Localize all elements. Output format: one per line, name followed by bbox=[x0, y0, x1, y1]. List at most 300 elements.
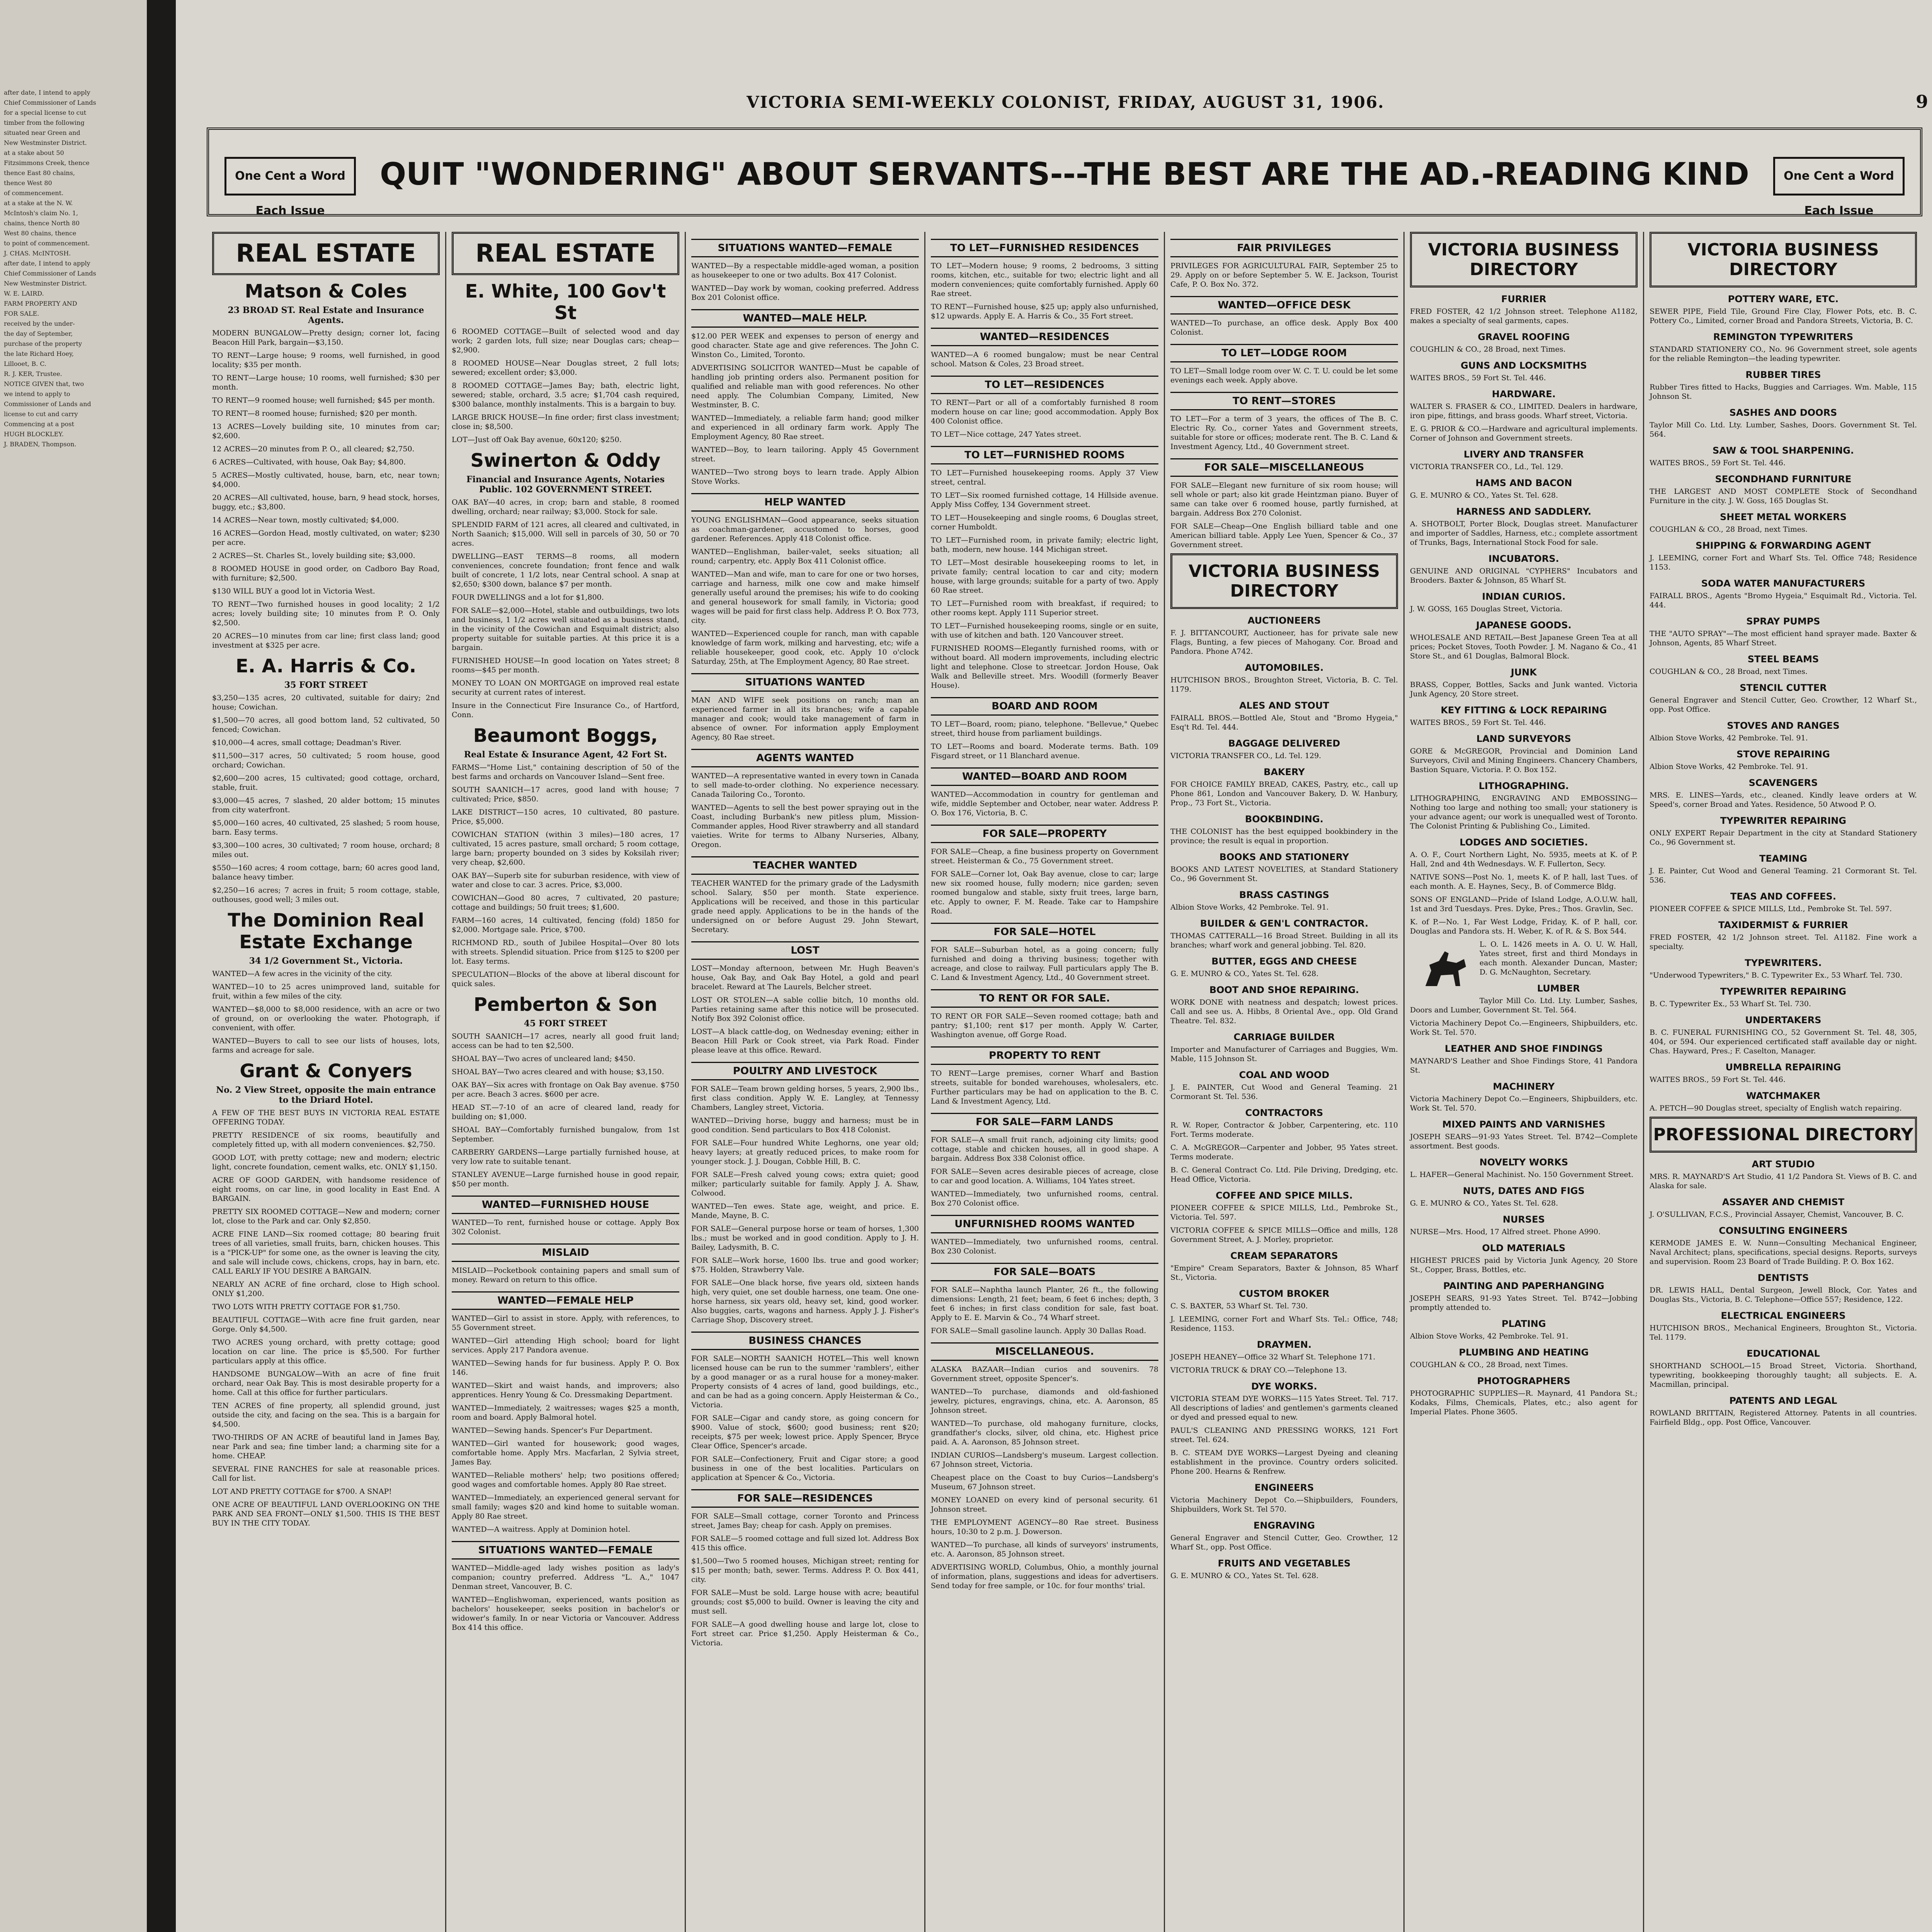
directory-category: ELECTRICAL ENGINEERS bbox=[1721, 1310, 1846, 1321]
directory-category: LODGES AND SOCIETIES. bbox=[1459, 837, 1588, 848]
classified-ad: FOR SALE—Seven acres desirable pieces of acreage, close to car and good location. A. Williams, 104 Yates street. bbox=[931, 1167, 1158, 1185]
classified-ad: OAK BAY—40 acres, in crop; barn and stable, 8 roomed dwelling, orchard; near railway; $3,000. Stock for sale. bbox=[452, 498, 679, 516]
classified-ad: 8 ROOMED HOUSE in good order, on Cadboro Bay Road, with furniture; $2,500. bbox=[212, 565, 440, 582]
directory-category: GUNS AND LOCKSMITHS bbox=[1461, 360, 1587, 371]
directory-category: UNDERTAKERS bbox=[1745, 1015, 1821, 1026]
gutter-line: FARM PROPERTY AND bbox=[4, 300, 77, 307]
directory-category: CUSTOM BROKER bbox=[1239, 1288, 1330, 1299]
gutter-line: New Westminster District. bbox=[4, 280, 87, 287]
column-business-directory-2 bbox=[1405, 232, 1644, 1932]
classified-ad: THE "AUTO SPRAY"—The most efficient hand sprayer made. Baxter & Johnson, Agents, 85 Wharf Street. bbox=[1650, 629, 1917, 647]
gutter-line: received by the under- bbox=[4, 320, 75, 327]
gutter-line: thence West 80 bbox=[4, 179, 52, 187]
classified-ad: FOR SALE—One black horse, five years old, sixteen hands high, very quiet, one set double harness, one team. One one-horse harness, six years old, heavy set, kind, good worker. Also buggies, carts, wagons and harness. Apply J. J. Fisher's Carriage Shop, Discovery street. bbox=[691, 1279, 919, 1324]
classified-ad: WANTED—Immediately, a reliable farm hand; good milker and experienced in all ordinary farm work. Apply The Employment Agency, 80 Rae street. bbox=[691, 414, 919, 441]
classified-ad: COWICHAN STATION (within 3 miles)—180 acres, 17 cultivated, 15 acres pasture, small orchard; 5 room cottage, large barn; property bounded on 3 sides by Koksilah river; very cheap, $2,600. bbox=[452, 830, 679, 867]
directory-category: COFFEE AND SPICE MILLS. bbox=[1216, 1190, 1353, 1201]
advertiser-address: 45 FORT STREET bbox=[524, 1019, 607, 1029]
section-heading: HELP WANTED bbox=[691, 493, 919, 512]
directory-category: BOOT AND SHOE REPAIRING. bbox=[1209, 985, 1359, 995]
section-heading: LOST bbox=[691, 941, 919, 960]
binding-spine bbox=[147, 0, 176, 1932]
classified-ad: THOMAS CATTERALL—16 Broad Street. Building in all its branches; wharf work and general jobbing. Tel. 820. bbox=[1170, 932, 1398, 949]
section-heading: SITUATIONS WANTED bbox=[691, 673, 919, 692]
classified-ad: ROWLAND BRITTAIN, Registered Attorney. Patents in all countries. Fairfield Bldg., opp. Post Office, Vancouver. bbox=[1650, 1409, 1917, 1427]
classified-ad: WANTED—To rent, furnished house or cottage. Apply Box 302 Colonist. bbox=[452, 1218, 679, 1236]
directory-category: ALES AND STOUT bbox=[1239, 700, 1329, 711]
classified-ad: Albion Stove Works, 42 Pembroke. Tel. 91. bbox=[1170, 903, 1329, 912]
classified-ad: L. O. L. 1426 meets in A. O. U. W. Hall, Yates street, first and third Mondays in each month. Alexander Duncan, Master; D. G. McNaughton, Secretary. bbox=[1480, 940, 1638, 976]
classified-ad: TO LET—Furnished housekeeping rooms, single or en suite, with use of kitchen and bath. 120 Vancouver street. bbox=[931, 622, 1158, 639]
classified-ad: WANTED—Englishman, bailer-valet, seeks situation; all round; carpentry, etc. Apply Box 411 Colonist office. bbox=[691, 548, 919, 565]
running-head: VICTORIA SEMI-WEEKLY COLONIST, FRIDAY, AUGUST 31, 1906. bbox=[747, 93, 1384, 112]
classified-ad: WANTED—Girl attending High school; board for light services. Apply 217 Pandora avenue. bbox=[452, 1337, 679, 1354]
classified-ad: WANTED—To purchase, all kinds of surveyors' instruments, etc. A. Aaronson, 85 Johnson street. bbox=[931, 1541, 1158, 1558]
gutter-line: FOR SALE. bbox=[4, 310, 39, 317]
gutter-line: Chief Commissioner of Lands bbox=[4, 270, 96, 277]
classified-ad: L. HAFER—General Machinist. No. 150 Government Street. bbox=[1410, 1170, 1634, 1179]
directory-category: SODA WATER MANUFACTURERS bbox=[1701, 578, 1866, 589]
gutter-line: the day of September, bbox=[4, 330, 73, 337]
directory-category: JUNK bbox=[1510, 667, 1537, 678]
directory-category: SPRAY PUMPS bbox=[1746, 616, 1820, 627]
previous-page-gutter bbox=[0, 0, 176, 1932]
classified-ad: TO RENT—9 roomed house; well furnished; $45 per month. bbox=[212, 396, 435, 405]
classified-ad: FOR CHOICE FAMILY BREAD, CAKES, Pastry, etc., call up Phone 861, London and Vancouver Bakery, D. W. Hanbury, Prop., 73 Fort St., Victoria. bbox=[1170, 780, 1398, 807]
directory-category: CONTRACTORS bbox=[1245, 1107, 1323, 1118]
classified-ad: WALTER S. FRASER & CO., LIMITED. Dealers in hardware, iron pipe, fittings, and brass goods. Wharf street, Victoria. bbox=[1410, 402, 1638, 420]
classified-ad: C. S. BAXTER, 53 Wharf St. Tel. 730. bbox=[1170, 1302, 1308, 1310]
classified-ad: ADVERTISING WORLD, Columbus, Ohio, a monthly journal of information, plans, suggestions and ideas for advertisers. Send today for free sample, or 10c. for four months' trial. bbox=[931, 1563, 1158, 1590]
section-heading: MISLAID bbox=[452, 1243, 679, 1262]
classified-ad: 5 ACRES—Mostly cultivated, house, barn, etc, near town; $4,000. bbox=[212, 471, 440, 489]
classified-ad: $2,600—200 acres, 15 cultivated; good cottage, orchard, stable, fruit. bbox=[212, 774, 440, 792]
classified-ad: STANDARD STATIONERY CO., No. 96 Government street, sole agents for the reliable Remington—the leading typewriter. bbox=[1650, 345, 1917, 363]
directory-category: HAMS AND BACON bbox=[1475, 478, 1572, 488]
classified-ad: WANTED—Ten ewes. State age, weight, and price. E. Mande, Mayne, B. C. bbox=[691, 1202, 919, 1220]
classified-ad: Insure in the Connecticut Fire Insurance Co., of Hartford, Conn. bbox=[452, 701, 679, 719]
classified-ad: FOR SALE—Cheap—One English billiard table and one American billiard table. Apply Lee Yuen, Spencer & Co., 37 Government street. bbox=[1170, 522, 1398, 549]
gutter-line: after date, I intend to apply bbox=[4, 89, 90, 96]
classified-ad: $10,000—4 acres, small cottage; Deadman's River. bbox=[212, 738, 401, 747]
classified-ad: ADVERTISING SOLICITOR WANTED—Must be capable of handling job printing orders also. Permanent position for qualified and reliable man with good references. No other need apply. The Columbian Company, Limited, New Westminster, B. C. bbox=[691, 364, 919, 409]
classified-ad: VICTORIA COFFEE & SPICE MILLS—Office and mills, 128 Government Street, A. J. Morley, proprietor. bbox=[1170, 1226, 1398, 1244]
directory-category: LITHOGRAPHING. bbox=[1478, 781, 1569, 791]
section-heading: BOARD AND ROOM bbox=[931, 697, 1158, 716]
classified-ad: $11,500—317 acres, 50 cultivated; 5 room house, good orchard; Cowichan. bbox=[212, 752, 440, 769]
classified-ad: J. LEEMING, corner Fort and Wharf Sts. Tel. Office 748; Residence 1153. bbox=[1650, 554, 1917, 571]
business-directory-title: VICTORIA BUSINESS DIRECTORY bbox=[1170, 553, 1398, 609]
classified-ad: WANTED—Middle-aged lady wishes position as lady's companion; country preferred. Address "L. A.," 1047 Denman street, Vancouver, B. C. bbox=[452, 1564, 679, 1591]
classified-ad: General Engraver and Stencil Cutter, Geo. Crowther, 12 Wharf St., opp. Post Office. bbox=[1650, 696, 1917, 714]
gutter-line: to point of commencement. bbox=[4, 240, 90, 247]
classified-ad: $1,500—70 acres, all good bottom land, 52 cultivated, 50 fenced; Cowichan. bbox=[212, 716, 440, 734]
directory-category: COAL AND WOOD bbox=[1239, 1070, 1330, 1080]
classified-ad: FAIRALL BROS.—Bottled Ale, Stout and "Bromo Hygeia," Esq't Rd. Tel. 444. bbox=[1170, 714, 1398, 731]
classified-banner bbox=[207, 128, 1922, 216]
directory-category: NOVELTY WORKS bbox=[1479, 1157, 1568, 1168]
classified-ad: DR. LEWIS HALL, Dental Surgeon, Jewell Block, Cor. Yates and Douglas Sts., Victoria, B. C. Telephone—Office 557; Residence, 122. bbox=[1650, 1286, 1917, 1304]
classified-ad: BOOKS AND LATEST NOVELTIES, at Standard Stationery Co., 96 Government St. bbox=[1170, 865, 1398, 883]
directory-category: PLATING bbox=[1502, 1318, 1546, 1329]
directory-category: GRAVEL ROOFING bbox=[1478, 332, 1570, 342]
classified-ad: R. W. Roper, Contractor & Jobber, Carpentering, etc. 110 Fort. Terms moderate. bbox=[1170, 1121, 1398, 1139]
classified-ad: PRETTY RESIDENCE of six rooms, beautifully and completely fitted up, with all modern conveniences. $2,750. bbox=[212, 1131, 440, 1149]
classified-ad: FOR SALE—A small fruit ranch, adjoining city limits; good cottage, stable and chicken houses, all in good shape. A bargain. Address Box 338 Colonist office. bbox=[931, 1136, 1158, 1163]
classified-ad: FOR SALE—Four hundred White Leghorns, one year old; heavy layers; at greatly reduced prices, to make room for younger stock. J. J. Dougan, Cobble Hill, B. C. bbox=[691, 1139, 919, 1166]
classified-ad: ACRE OF GOOD GARDEN, with handsome residence of eight rooms, on car line, in good locality in East End. A BARGAIN. bbox=[212, 1176, 440, 1203]
classified-ad: HIGHEST PRICES paid by Victoria Junk Agency, 20 Store St., Copper, Brass, Bottles, etc. bbox=[1410, 1256, 1638, 1274]
gutter-line: for a special license to cut bbox=[4, 109, 87, 116]
advertiser-address: 35 FORT STREET bbox=[284, 680, 368, 690]
gutter-line: Fitzsimmons Creek, thence bbox=[4, 159, 90, 167]
classified-ad: OAK BAY—Superb site for suburban residence, with view of water and close to car. 3 acres. Price, $3,000. bbox=[452, 871, 679, 889]
classified-ad: VICTORIA TRANSFER CO., Ld., Tel. 129. bbox=[1410, 463, 1563, 471]
classified-ad: MONEY TO LOAN ON MORTGAGE on improved real estate security at current rates of interest. bbox=[452, 679, 679, 697]
classified-ad: TO LET—Furnished housekeeping rooms. Apply 37 View street, central. bbox=[931, 469, 1158, 486]
classified-ad: WANTED—To purchase, diamonds and old-fashioned jewelry, pictures, engravings, china, etc. A. Aaronson, 85 Johnson street. bbox=[931, 1388, 1158, 1415]
classified-ad: WANTED—Accommodation in country for gentleman and wife, middle September and October, near water. Address P. O. Box 176, Victoria, B. C. bbox=[931, 790, 1158, 817]
directory-category: LIVERY AND TRANSFER bbox=[1463, 449, 1584, 460]
gutter-line: New Westminster District. bbox=[4, 139, 87, 146]
classified-ad: Cheapest place on the Coast to buy Curios—Landsberg's Museum, 67 Johnson street. bbox=[931, 1473, 1158, 1491]
classified-ad: WANTED—Buyers to call to see our lists of houses, lots, farms and acreage for sale. bbox=[212, 1037, 440, 1054]
section-heading: BUSINESS CHANCES bbox=[691, 1332, 919, 1350]
classified-ad: TO LET—Furnished room with breakfast, if required; to other rooms kept. Apply 111 Superior street. bbox=[931, 599, 1158, 617]
classified-ad: COUGHLAN & CO., 28 Broad, next Times. bbox=[1650, 525, 1808, 534]
business-directory-title: VICTORIA BUSINESS DIRECTORY bbox=[1410, 232, 1638, 287]
classified-ad: TWO-THIRDS OF AN ACRE of beautiful land in James Bay, near Park and sea; fine timber land; a charming site for a home. CHEAP. bbox=[212, 1433, 440, 1460]
classified-ad: B. C. Typewriter Ex., 53 Wharf St. Tel. 730. bbox=[1650, 1000, 1811, 1008]
classified-ad: A. O. F., Court Northern Light, No. 5935, meets at K. of P. Hall, 2nd and 4th Wednesdays. W. F. Fullerton, Secy. bbox=[1410, 850, 1638, 868]
classified-ad: $1,500—Two 5 roomed houses, Michigan street; renting for $15 per month; bath, sewer. Terms. Address P. O. Box 441, city. bbox=[691, 1557, 919, 1584]
section-heading: TO LET—FURNISHED ROOMS bbox=[931, 446, 1158, 464]
directory-category: SAW & TOOL SHARPENING. bbox=[1712, 445, 1854, 456]
classified-ad: GORE & McGREGOR, Provincial and Dominion Land Surveyors, Civil and Mining Engineers. Chancery Chambers, Bastion Square, Victoria. P. O. Box 152. bbox=[1410, 747, 1638, 774]
directory-category: PATENTS AND LEGAL bbox=[1729, 1395, 1837, 1406]
classified-ad: SPECULATION—Blocks of the above at liberal discount for quick sales. bbox=[452, 970, 679, 988]
classified-ad: FOR SALE—$2,000—Hotel, stable and outbuildings, two lots and business, 1 1/2 acres well situated as a business stand, in the vicinity of the Cowichan and Esquimalt district; also property suitable for suitable parties. At this price it is a bargain. bbox=[452, 606, 679, 652]
directory-category: LAND SURVEYORS bbox=[1476, 733, 1571, 744]
classified-ad: DWELLING—EAST TERMS—8 rooms, all modern conveniences, concrete foundation; front fence and walk built of concrete, 1 1/2 lots, near Central school. A snap at $2,650; $300 down, balance $7 per month. bbox=[452, 552, 679, 588]
classified-ad: Rubber Tires fitted to Hacks, Buggies and Carriages. Wm. Mable, 115 Johnson St. bbox=[1650, 383, 1917, 401]
directory-category: INDIAN CURIOS. bbox=[1482, 591, 1566, 602]
classified-ad: MRS. E. LINES—Yards, etc., cleaned. Kindly leave orders at W. Speed's, corner Broad and Yates. Residence, 50 Atwood P. O. bbox=[1650, 791, 1917, 809]
directory-category: NUTS, DATES AND FIGS bbox=[1463, 1185, 1585, 1196]
classified-ad: SPLENDID FARM of 121 acres, all cleared and cultivated, in North Saanich; $15,000. Will sell in parcels of 30, 50 or 70 acres. bbox=[452, 520, 679, 548]
classified-ad: GENUINE AND ORIGINAL "CYPHERS" Incubators and Brooders. Baxter & Johnson, 85 Wharf St. bbox=[1410, 567, 1638, 585]
section-heading: FAIR PRIVILEGES bbox=[1170, 239, 1398, 257]
classified-ad: A FEW OF THE BEST BUYS IN VICTORIA REAL ESTATE OFFERING TODAY. bbox=[212, 1109, 440, 1126]
classified-ad: WANTED—To purchase, old mahogany furniture, clocks, grandfather's clocks, silver, old china, etc. Highest price paid. A. A. Aaronson, 85 Johnson street. bbox=[931, 1419, 1158, 1446]
section-heading: FOR SALE—FARM LANDS bbox=[931, 1113, 1158, 1131]
column-help-wanted bbox=[686, 232, 925, 1932]
directory-category: TEAMING bbox=[1759, 853, 1807, 864]
classified-ad: WANTED—Sewing hands. Spencer's Fur Department. bbox=[452, 1426, 653, 1435]
classified-ad: Victoria Machinery Depot Co.—Shipbuilders, Founders, Shipbuilders, Work St. Tel 570. bbox=[1170, 1496, 1398, 1514]
section-heading: WANTED—FEMALE HELP bbox=[452, 1291, 679, 1310]
classified-ad: "Empire" Cream Separators, Baxter & Johnson, 85 Wharf St., Victoria. bbox=[1170, 1264, 1398, 1282]
classified-ad: JOSEPH HEANEY—Office 32 Wharf St. Telephone 171. bbox=[1170, 1353, 1376, 1361]
section-heading: FOR SALE—PROPERTY bbox=[931, 825, 1158, 843]
classified-ad: FOR SALE—Small cottage, corner Toronto and Princess street, James Bay; cheap for cash. Apply on premises. bbox=[691, 1512, 919, 1530]
classified-ad: WANTED—Agents to sell the best power spraying out in the Coast, including Burbank's new pitless plum, Mission-Commander apples, Hood River strawberry and all standard vaieties. Write for terms to Albany Nurseries, Albany, Oregon. bbox=[691, 803, 919, 849]
column-business-directory-1 bbox=[1165, 232, 1405, 1932]
classified-ad: PIONEER COFFEE & SPICE MILLS, Ltd., Pembroke St. Tel. 597. bbox=[1650, 905, 1892, 913]
gutter-line: of commencement. bbox=[4, 189, 64, 197]
directory-category: DRAYMEN. bbox=[1257, 1339, 1312, 1350]
classified-ad: LOST—A black cattle-dog, on Wednesday evening; either in Beacon Hill Park or Cook street, via Park Road. Finder please leave at this office. Reward. bbox=[691, 1027, 919, 1054]
directory-category: BRASS CASTINGS bbox=[1239, 889, 1330, 900]
classified-ad: TO LET—Furnished room, in private family; electric light, bath, modern, new house. 144 Michigan street. bbox=[931, 536, 1158, 554]
classified-ad: FOR SALE—Team brown gelding horses, 5 years, 2,900 lbs., first class condition. Apply W. E. Langley, at Tennessy Chambers, Langley street, Victoria. bbox=[691, 1085, 919, 1112]
classified-ad: GOOD LOT, with pretty cottage; new and modern; electric light, concrete foundation, cement walks, etc. ONLY $1,150. bbox=[212, 1153, 440, 1171]
classified-ad: G. E. MUNRO & CO., Yates St. Tel. 628. bbox=[1410, 1199, 1558, 1208]
classified-ad: TWO LOTS WITH PRETTY COTTAGE FOR $1,750. bbox=[212, 1303, 400, 1311]
section-heading: TO RENT—STORES bbox=[1170, 392, 1398, 410]
classified-ad: PAUL'S CLEANING AND PRESSING WORKS, 121 Fort street. Tel. 624. bbox=[1170, 1426, 1398, 1444]
directory-category: FURRIER bbox=[1501, 294, 1546, 304]
classified-ad: VICTORIA TRANSFER CO., Ld. Tel. 129. bbox=[1170, 752, 1321, 760]
advertiser-name: E. A. Harris & Co. bbox=[235, 655, 417, 677]
classified-ad: MISLAID—Pocketbook containing papers and small sum of money. Reward on return to this office. bbox=[452, 1266, 679, 1284]
classified-ad: FOR SALE—A good dwelling house and large lot, close to Fort street car. Price $1,250. Apply Heisterman & Co., Victoria. bbox=[691, 1620, 919, 1647]
classified-ad: ALASKA BAZAAR—Indian curios and souvenirs. 78 Government street, opposite Spencer's. bbox=[931, 1365, 1158, 1383]
classified-ad: J. LEEMING, corner Fort and Wharf Sts. Tel.: Office, 748; Residence, 1153. bbox=[1170, 1315, 1398, 1333]
directory-category: TYPEWRITERS. bbox=[1745, 957, 1822, 968]
directory-category: STEEL BEAMS bbox=[1747, 654, 1819, 665]
classified-ad: SHOAL BAY—Comfortably furnished bungalow, from 1st September. bbox=[452, 1126, 679, 1143]
classified-ad: TO LET—Board, room; piano, telephone. "Bellevue," Quebec street, third house from parliament buildings. bbox=[931, 720, 1158, 738]
classified-ad: G. E. MUNRO & CO., Yates St. Tel. 628. bbox=[1170, 1571, 1319, 1580]
directory-category: PAINTING AND PAPERHANGING bbox=[1443, 1281, 1604, 1291]
business-directory-title: VICTORIA BUSINESS DIRECTORY bbox=[1650, 232, 1917, 287]
classified-ad: $5,000—160 acres, 40 cultivated, 25 slashed; 5 room house, barn. Easy terms. bbox=[212, 819, 440, 837]
classified-ad: WANTED—Sewing hands for fur business. Apply P. O. Box 146. bbox=[452, 1359, 679, 1377]
classified-ad: HANDSOME BUNGALOW—With an acre of fine fruit orchard, near Oak Bay. This is most desirable property for a home. Call at this office for further particulars. bbox=[212, 1370, 440, 1397]
classified-ad: TO RENT—Large house; 10 rooms, well furnished; $30 per month. bbox=[212, 374, 440, 391]
classified-ad: $12.00 PER WEEK and expenses to person of energy and good character. State age and give references. The John C. Winston Co., Limited, Toronto. bbox=[691, 332, 919, 359]
gutter-line: J. BRADEN, Thompson. bbox=[4, 440, 77, 448]
classified-ad: TO LET—Small lodge room over W. C. T. U. could be let some evenings each week. Apply above. bbox=[1170, 367, 1398, 384]
directory-category: INCUBATORS. bbox=[1488, 553, 1559, 564]
directory-category: BAKERY bbox=[1264, 767, 1305, 777]
classified-ad: WANTED—Girl wanted for housework; good wages, comfortable home. Apply Mrs. Macfarlan, 2 Sylvia street, James Bay. bbox=[452, 1439, 679, 1466]
directory-category: PHOTOGRAPHERS bbox=[1477, 1376, 1571, 1386]
classified-ad: WANTED—Girl to assist in store. Apply, with references, to 55 Government street. bbox=[452, 1314, 679, 1332]
directory-category: BOOKBINDING. bbox=[1245, 814, 1323, 825]
classified-ad: WAITES BROS., 59 Fort St. Tel. 446. bbox=[1650, 1075, 1786, 1084]
classified-ad: PHOTOGRAPHIC SUPPLIES—R. Maynard, 41 Pandora St.; Kodaks, Films, Chemicals, Plates, etc.; also agent for Imperial Plates. Phone 3605. bbox=[1410, 1389, 1638, 1416]
classified-ad: WANTED—Experienced couple for ranch, man with capable knowledge of farm work, milking and harvesting, etc; wife a reliable housekeeper, good cook, etc. Apply 10 o'clock Saturday, 25th, at The Employment Agency, 80 Rae street. bbox=[691, 629, 919, 666]
directory-category: HARNESS AND SADDLERY. bbox=[1456, 506, 1592, 517]
advertiser-name: Swinerton & Oddy bbox=[470, 450, 661, 471]
classified-ad: Albion Stove Works, 42 Pembroke. Tel. 91. bbox=[1650, 762, 1808, 771]
directory-category: PLUMBING AND HEATING bbox=[1459, 1347, 1589, 1358]
classified-ad: TO RENT—Furnished house, $25 up; apply also unfurnished, $12 upwards. Apply E. A. Harris & Co., 35 Fort street. bbox=[931, 303, 1158, 320]
banner-headline: QUIT "WONDERING" ABOUT SERVANTS---THE BEST ARE THE AD.-READING KIND bbox=[380, 156, 1749, 192]
directory-category: SHIPPING & FORWARDING AGENT bbox=[1696, 540, 1871, 551]
section-heading: WANTED—BOARD AND ROOM bbox=[931, 767, 1158, 786]
classified-ad: PRIVILEGES FOR AGRICULTURAL FAIR, September 25 to 29. Apply on or before September 5. W. E. Jackson, Tourist Cafe, P. O. Box No. 372. bbox=[1170, 262, 1398, 289]
classified-ad: TO LET—Rooms and board. Moderate terms. Bath. 109 Fisgard street, or 11 Blanchard avenue. bbox=[931, 742, 1158, 760]
classified-ad: LOST OR STOLEN—A sable collie bitch, 10 months old. Parties retaining same after this notice will be prosecuted. Notify Box 392 Colonist office. bbox=[691, 996, 919, 1023]
classified-ad: CARBERRY GARDENS—Large partially furnished house, at very low rate to suitable tenant. bbox=[452, 1148, 679, 1166]
classified-ad: A. PETCH—90 Douglas street, specialty of English watch repairing. bbox=[1650, 1104, 1902, 1112]
classified-ad: WANTED—10 to 25 acres unimproved land, suitable for fruit, within a few miles of the city. bbox=[212, 983, 440, 1000]
rate-badge-left: One Cent a Word Each Issue bbox=[224, 157, 356, 196]
directory-category: MIXED PAINTS AND VARNISHES bbox=[1442, 1119, 1605, 1130]
gutter-line: R. J. KER, Trustee. bbox=[4, 370, 62, 378]
gutter-line: at a stake about 50 bbox=[4, 149, 64, 156]
classified-ad: WANTED—Two strong boys to learn trade. Apply Albion Stove Works. bbox=[691, 468, 919, 486]
classified-ad: FAIRALL BROS., Agents "Bromo Hygeia," Esquimalt Rd., Victoria. Tel. 444. bbox=[1650, 592, 1917, 609]
classified-ad: ONLY EXPERT Repair Department in the city at Standard Stationery Co., 96 Government st. bbox=[1650, 829, 1917, 847]
classified-ad: FURNISHED ROOMS—Elegantly furnished rooms, with or without board. All modern improvements, including electric light and telephone. Close to streetcar. Jordon House, Oak Walk and Belleville street. Mrs. Woodill (formerly Beaver House). bbox=[931, 644, 1158, 690]
classified-ad: 13 ACRES—Lovely building site, 10 minutes from car; $2,600. bbox=[212, 422, 440, 440]
classified-ad: MRS. R. MAYNARD'S Art Studio, 41 1/2 Pandora St. Views of B. C. and Alaska for sale. bbox=[1650, 1172, 1917, 1190]
section-heading: TO RENT OR FOR SALE. bbox=[931, 989, 1158, 1008]
advertiser-address: 23 BROAD ST. Real Estate and Insurance Agents. bbox=[228, 305, 424, 325]
directory-category: SCAVENGERS bbox=[1748, 777, 1818, 788]
classified-ad: FOR SALE—Cigar and candy store, as going concern for $900. Value of stock, $600; good business; rent $20; receipts, $75 per week; lowest price. Apply Spencer, Bryce Clear Office, Spencer's arcade. bbox=[691, 1414, 919, 1450]
classified-ad: WAITES BROS., 59 Fort St. Tel. 446. bbox=[1410, 718, 1546, 727]
classified-ad: Albion Stove Works, 42 Pembroke. Tel. 91. bbox=[1650, 734, 1808, 742]
advertiser-name: Pemberton & Son bbox=[473, 994, 658, 1015]
classified-ad: TWO ACRES young orchard, with pretty cottage; good location on car line. The price is $5,500. For further particulars apply at this office. bbox=[212, 1338, 440, 1365]
page-number: 9 bbox=[1915, 91, 1928, 112]
classified-ad: $130 WILL BUY a good lot in Victoria West. bbox=[212, 587, 375, 595]
classified-ad: LOT—Just off Oak Bay avenue, 60x120; $250. bbox=[452, 435, 622, 444]
classified-ad: FOR SALE—Work horse, 1600 lbs. true and good worker; $75. Holden, Strawberry Vale. bbox=[691, 1256, 919, 1274]
directory-category: BAGGAGE DELIVERED bbox=[1228, 738, 1340, 749]
classified-ad: FOR SALE—Small gasoline launch. Apply 30 Dallas Road. bbox=[931, 1327, 1146, 1335]
advertiser-name: E. White, 100 Gov't St bbox=[465, 281, 666, 324]
classified-ad: NEARLY AN ACRE of fine orchard, close to High school. ONLY $1,200. bbox=[212, 1280, 440, 1298]
directory-category: LEATHER AND SHOE FINDINGS bbox=[1445, 1043, 1603, 1054]
classified-ad: HEAD ST.—7-10 of an acre of cleared land, ready for building on; $1,000. bbox=[452, 1103, 679, 1121]
classified-ad: KERMODE JAMES E. W. Nunn—Consulting Mechanical Engineer, Naval Architect; plans, specifications, special designs. Reports, surveys and supervision. Room 23 Board of Trade Building. P. O. Box 162. bbox=[1650, 1239, 1917, 1266]
classified-ad: Importer and Manufacturer of Carriages and Buggies, Wm. Mable, 115 Johnson St. bbox=[1170, 1045, 1398, 1063]
classified-ad: WANTED—To purchase, an office desk. Apply Box 400 Colonist. bbox=[1170, 319, 1398, 337]
newspaper-page bbox=[176, 0, 1932, 1932]
gutter-line: NOTICE GIVEN that, two bbox=[4, 380, 84, 388]
section-heading: TO LET—FURNISHED RESIDENCES bbox=[931, 239, 1158, 257]
gutter-line: we intend to apply to bbox=[4, 390, 70, 398]
classified-ad: C. A. McGREGOR—Carpenter and Jobber, 95 Yates street. Terms moderate. bbox=[1170, 1143, 1398, 1161]
advertiser-name: Matson & Coles bbox=[245, 281, 407, 302]
classified-ad: $3,000—45 acres, 7 slashed, 20 alder bottom; 15 minutes from city waterfront. bbox=[212, 796, 440, 814]
classified-ad: TO RENT—Large premises, corner Wharf and Bastion streets, suitable for bonded warehouses, wholesalers, etc. Further particulars may be had on application to the B. C. Land & Investment Agency, Ltd. bbox=[931, 1069, 1158, 1105]
classified-ad: Taylor Mill Co. Ltd. Lty. Lumber, Sashes, Doors. Government St. Tel. 564. bbox=[1650, 421, 1917, 439]
directory-category: SECONDHAND FURNITURE bbox=[1715, 474, 1852, 485]
classified-ad: STANLEY AVENUE—Large furnished house in good repair, $50 per month. bbox=[452, 1170, 679, 1188]
classified-ad: 14 ACRES—Near town, mostly cultivated; $4,000. bbox=[212, 516, 399, 524]
classified-ad: 12 ACRES—20 minutes from P. O., all cleared; $2,750. bbox=[212, 445, 415, 453]
classified-ad: FOR SALE—Naphtha launch Planter, 26 ft., the following dimensions: Length, 21 feet; beam, 6 feet 6 inches; depth, 3 feet 6 inches; in first class condition for sale, fast boat. Apply to E. E. Marvin & Co., 74 Wharf street. bbox=[931, 1286, 1158, 1322]
directory-category: ART STUDIO bbox=[1752, 1159, 1815, 1170]
classified-ad: $3,250—135 acres, 20 cultivated, suitable for dairy; 2nd house; Cowichan. bbox=[212, 694, 440, 711]
column-real-estate-2 bbox=[446, 232, 686, 1932]
classified-ad: PIONEER COFFEE & SPICE MILLS, Ltd., Pembroke St., Victoria. Tel. 597. bbox=[1170, 1204, 1398, 1221]
classified-ad: Taylor Mill Co. Ltd. Lty. Lumber, Sashes, Doors and Lumber, Government St. Tel. 564. bbox=[1410, 997, 1638, 1014]
classified-ad: FOR SALE—NORTH SAANICH HOTEL—This well known licensed house can be run to the summer 'ramblers', either by a good manager or as a rural house for a money-maker. Property consists of 4 acres of land, good buildings, etc., and can be had as a going concern. Apply Heisterman & Co., Victoria. bbox=[691, 1354, 919, 1409]
directory-category: BOOKS AND STATIONERY bbox=[1219, 852, 1349, 862]
classified-ad: TO LET—For a term of 3 years, the offices of The B. C. Electric Ry. Co., corner Yates and Government streets, suitable for store or offices; moderate rent. The B. C. Land & Investment Agency, Ltd., 40 Government street. bbox=[1170, 415, 1398, 451]
classified-ad: 2 ACRES—St. Charles St., lovely building site; $3,000. bbox=[212, 551, 415, 560]
classified-ad: LARGE BRICK HOUSE—In fine order; first class investment; close in; $8,500. bbox=[452, 413, 679, 431]
section-heading: FOR SALE—MISCELLANEOUS bbox=[1170, 458, 1398, 477]
classified-ad: FOR SALE—General purpose horse or team of horses, 1,300 lbs.; must be worked and in good condition. Apply to J. H. Bailey, Ladysmith, B. C. bbox=[691, 1225, 919, 1252]
classified-ad: OAK BAY—Six acres with frontage on Oak Bay avenue. $750 per acre. Beach 3 acres. $600 per acre. bbox=[452, 1081, 679, 1099]
classified-ad: SOUTH SAANICH—17 acres, good land with house; 7 cultivated; Price, $850. bbox=[452, 786, 679, 803]
directory-category: HARDWARE. bbox=[1492, 389, 1556, 400]
classified-ad: FOUR DWELLINGS and a lot for $1,800. bbox=[452, 593, 604, 602]
classified-ad: General Engraver and Stencil Cutter, Geo. Crowther, 12 Wharf St., opp. Post Office. bbox=[1170, 1534, 1398, 1551]
classified-ad: HUTCHISON BROS., Broughton Street, Victoria, B. C. Tel. 1179. bbox=[1170, 676, 1398, 694]
section-heading: UNFURNISHED ROOMS WANTED bbox=[931, 1215, 1158, 1233]
classified-ad: TO RENT—Large house; 9 rooms, well furnished, in good locality; $35 per month. bbox=[212, 351, 440, 369]
classified-ad: TO RENT—Two furnished houses in good locality; 2 1/2 acres; lovely building site; 10 minutes from P. O. Only $2,500. bbox=[212, 600, 440, 627]
classified-ad: FOR SALE—Fresh calved young cows; extra quiet; good milker; particularly suitable for family. Apply J. A. Shaw, Colwood. bbox=[691, 1170, 919, 1197]
directory-category: ENGRAVING bbox=[1253, 1520, 1315, 1531]
column-to-let bbox=[925, 232, 1165, 1932]
classified-ad: FOR SALE—Must be sold. Large house with acre; beautiful grounds; cost $5,000 to build. Owner is leaving the city and must sell. bbox=[691, 1588, 919, 1616]
classified-ad: WANTED—A waitress. Apply at Dominion hotel. bbox=[452, 1525, 631, 1534]
classified-ad: TO LET—Modern house; 9 rooms, 2 bedrooms, 3 sitting rooms, kitchen, etc., suitable for two; electric light and all modern conveniences; quite comfortably furnished. Apply 60 Rae street. bbox=[931, 262, 1158, 298]
classified-ad: INDIAN CURIOS—Landsberg's museum. Largest collection. 67 Johnson street, Victoria. bbox=[931, 1451, 1158, 1469]
classified-ad: THE EMPLOYMENT AGENCY—80 Rae street. Business hours, 10:30 to 2 p.m. J. Dowerson. bbox=[931, 1518, 1158, 1536]
classified-ad: THE COLONIST has the best equipped bookbindery in the province; the result is equal in proportion. bbox=[1170, 827, 1398, 845]
section-heading: PROPERTY TO RENT bbox=[931, 1046, 1158, 1065]
directory-category: BUTTER, EGGS AND CHEESE bbox=[1211, 956, 1357, 967]
classified-ad: TO RENT—8 roomed house; furnished; $20 per month. bbox=[212, 409, 417, 418]
classified-ad: BRASS, Copper, Bottles, Sacks and Junk wanted. Victoria Junk Agency, 20 Store street. bbox=[1410, 680, 1638, 698]
section-heading: SITUATIONS WANTED—FEMALE bbox=[452, 1541, 679, 1560]
directory-category: TEAS AND COFFEES. bbox=[1730, 891, 1836, 902]
classified-ad: BEAUTIFUL COTTAGE—With acre fine fruit garden, near Gorge. Only $4,500. bbox=[212, 1316, 440, 1333]
classified-ad: FOR SALE—5 roomed cottage and full sized lot. Address Box 415 this office. bbox=[691, 1534, 919, 1552]
directory-category: REMINGTON TYPEWRITERS bbox=[1713, 332, 1854, 342]
directory-category: SHEET METAL WORKERS bbox=[1719, 512, 1847, 522]
classified-ad: TO LET—Housekeeping and single rooms, 6 Douglas street, corner Humboldt. bbox=[931, 514, 1158, 531]
gutter-line: Lillooet, B. C. bbox=[4, 360, 46, 367]
classified-ad: SEWER PIPE, Field Tile, Ground Fire Clay, Flower Pots, etc. B. C. Pottery Co., Limited, corner Broad and Pandora Streets, Victoria, B. C. bbox=[1650, 307, 1917, 325]
section-heading: MISCELLANEOUS. bbox=[931, 1342, 1158, 1361]
gutter-line: West 80 chains, thence bbox=[4, 230, 77, 237]
advertiser-address: No. 2 View Street, opposite the main entrance to the Driard Hotel. bbox=[216, 1085, 436, 1105]
directory-category: MACHINERY bbox=[1493, 1081, 1555, 1092]
classified-ad: WANTED—Reliable mothers' help; two positions offered; good wages and comfortable homes. Apply 80 Rae street. bbox=[452, 1471, 679, 1489]
classified-ad: MAN AND WIFE seek positions on ranch; man an experienced farmer in all its branches; wife a capable manager and cook; would take management of farm in absence of owner. For information apply Employment Agency, 80 Rae street. bbox=[691, 696, 919, 742]
classified-ad: F. J. BITTANCOURT, Auctioneer, has for private sale new Flags, Bunting, a few pieces of Mahogany. Cor. Broad and Pandora. Phone A742. bbox=[1170, 629, 1398, 656]
classified-ad: TO LET—Six roomed furnished cottage, 14 Hillside avenue. Apply Miss Coffey, 134 Government street. bbox=[931, 491, 1158, 509]
classified-ad: TO RENT OR FOR SALE—Seven roomed cottage; bath and pantry; $1,100; rent $17 per month. Apply W. Carter, Washington avenue, off Gorge Road. bbox=[931, 1012, 1158, 1039]
classified-ad: WANTED—$8,000 to $8,000 residence, with an acre or two of ground, on or overlooking the water. Photograph, if convenient, with offer. bbox=[212, 1005, 440, 1032]
classified-ad: HUTCHISON BROS., Mechanical Engineers, Broughton St., Victoria. Tel. 1179. bbox=[1650, 1324, 1917, 1342]
section-heading: WANTED—FURNISHED HOUSE bbox=[452, 1196, 679, 1214]
classified-ad: FOR SALE—Corner lot, Oak Bay avenue, close to car; large new six roomed house, fully modern; nice garden; seven roomed bungalow and stable, sixty fruit trees, large barn, etc. Apply to owner, F. M. Reade. Take car to Hampshire Road. bbox=[931, 870, 1158, 915]
classified-ad: SHOAL BAY—Two acres of uncleared land; $450. bbox=[452, 1054, 636, 1063]
classified-ad: MONEY LOANED on every kind of personal security. 61 Johnson street. bbox=[931, 1496, 1158, 1514]
classified-ad: 8 ROOMED HOUSE—Near Douglas street, 2 full lots; sewered; excellent order; $3,000. bbox=[452, 359, 679, 377]
classified-ad: MAYNARD'S Leather and Shoe Findings Store, 41 Pandora St. bbox=[1410, 1057, 1638, 1075]
directory-category: JAPANESE GOODS. bbox=[1476, 620, 1571, 631]
classified-ad: WANTED—Boy, to learn tailoring. Apply 45 Government street. bbox=[691, 446, 919, 463]
classified-ad: YOUNG ENGLISHMAN—Good appearance, seeks situation as coachman-gardener, accustomed to horses, good gardener. References. Apply 418 Colonist office. bbox=[691, 516, 919, 543]
classified-ad: TO LET—Nice cottage, 247 Yates street. bbox=[931, 430, 1082, 439]
directory-category: CONSULTING ENGINEERS bbox=[1719, 1225, 1848, 1236]
